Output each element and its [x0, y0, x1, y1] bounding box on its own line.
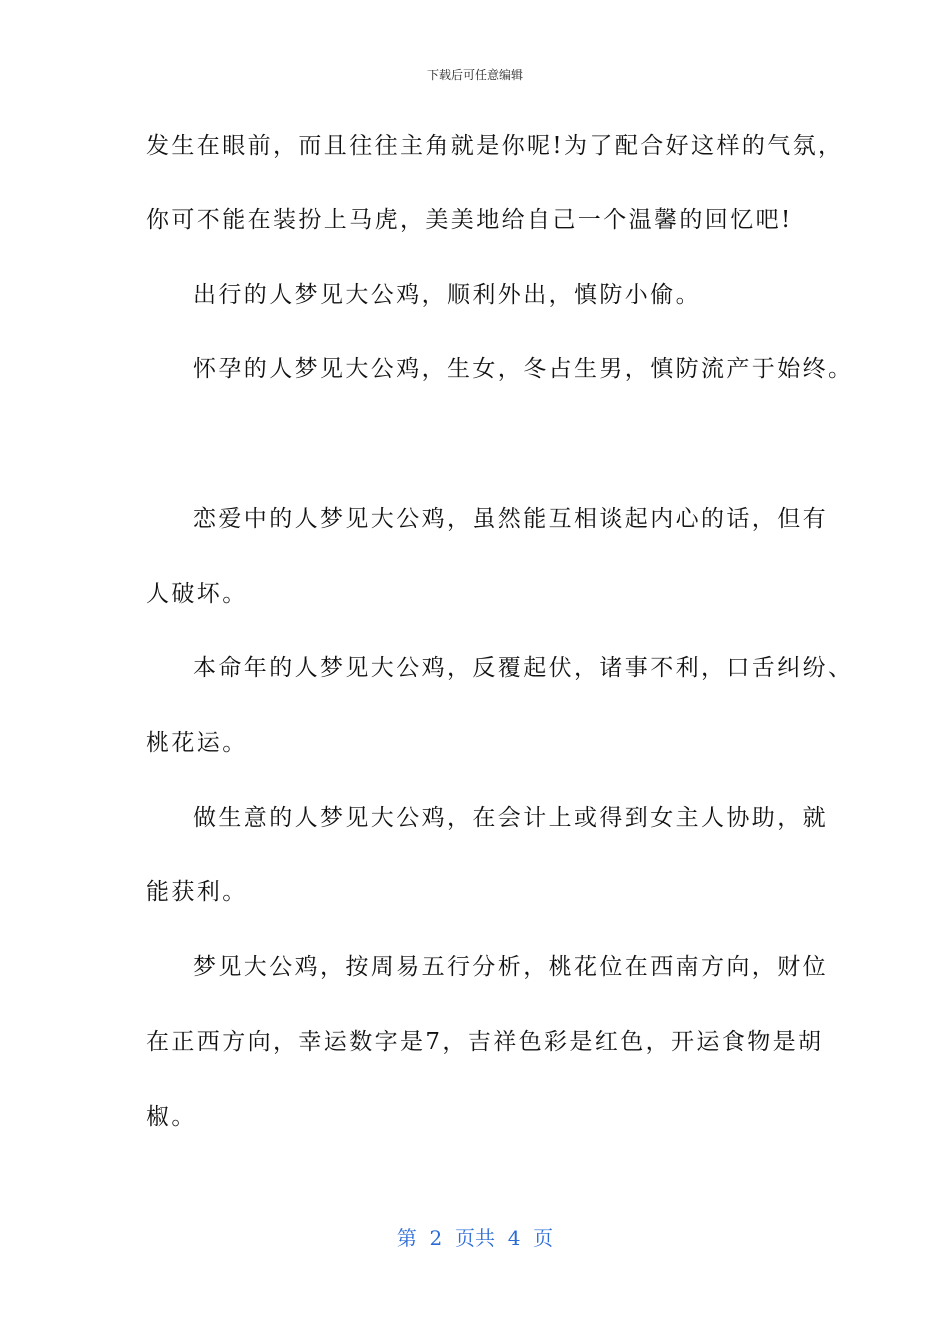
body-line: 在正西方向，幸运数字是7，吉祥色彩是红色，开运食物是胡	[146, 1029, 824, 1055]
page-number-footer: 第 2 页共 4 页	[396, 1226, 554, 1250]
body-line: 椒。	[146, 1104, 197, 1130]
body-line: 发生在眼前，而且往往主角就是你呢!为了配合好这样的气氛，	[146, 133, 844, 159]
body-line-paragraph-start: 本命年的人梦见大公鸡，反覆起伏，诸事不利，口舌纠纷、	[193, 655, 854, 681]
page-header-note: 下载后可任意编辑	[426, 68, 523, 82]
body-line-paragraph-start: 梦见大公鸡，按周易五行分析，桃花位在西南方向，财位	[193, 954, 828, 980]
body-line: 你可不能在装扮上马虎，美美地给自己一个温馨的回忆吧!	[146, 207, 793, 233]
body-line-paragraph-start: 出行的人梦见大公鸡，顺利外出，慎防小偷。	[193, 282, 701, 308]
body-line: 人破坏。	[146, 581, 248, 607]
body-line: 桃花运。	[146, 730, 248, 756]
body-line-paragraph-start: 怀孕的人梦见大公鸡，生女，冬占生男，慎防流产于始终。	[193, 356, 854, 382]
body-line: 能获利。	[146, 879, 248, 905]
body-line-paragraph-start: 做生意的人梦见大公鸡，在会计上或得到女主人协助，就	[193, 805, 828, 831]
body-line-paragraph-start: 恋爱中的人梦见大公鸡，虽然能互相谈起内心的话，但有	[193, 506, 828, 532]
